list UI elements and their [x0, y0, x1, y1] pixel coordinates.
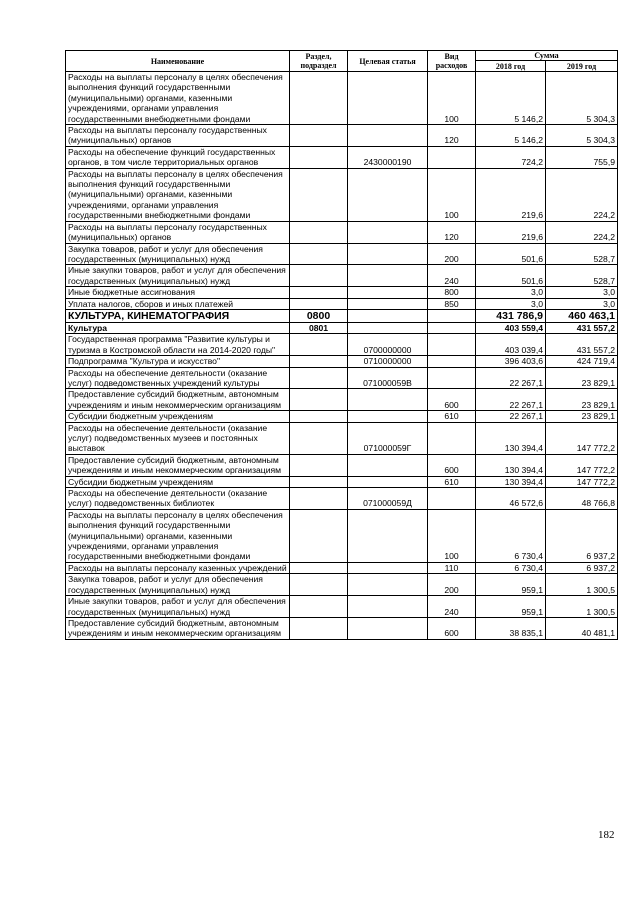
- cell-sum-2019: 147 772,2: [546, 476, 618, 487]
- cell-name: Закупка товаров, работ и услуг для обеспечения государственных (муниципальных) нужд: [66, 243, 290, 265]
- cell-target: 0700000000: [348, 334, 428, 356]
- cell-name: Закупка товаров, работ и услуг для обеспечения государственных (муниципальных) нужд: [66, 574, 290, 596]
- cell-target: [348, 168, 428, 221]
- table-row: [66, 411, 618, 422]
- table-row: [66, 356, 618, 367]
- cell-name: Иные бюджетные ассигнования: [66, 287, 290, 298]
- cell-sum-2018: 130 394,4: [476, 454, 546, 476]
- cell-sum-2019: 147 772,2: [546, 454, 618, 476]
- cell-target: [348, 476, 428, 487]
- table-row: [66, 596, 618, 618]
- cell-sum-2019: 224,2: [546, 168, 618, 221]
- cell-type: [428, 356, 476, 367]
- cell-sum-2018: 501,6: [476, 243, 546, 265]
- cell-type: [428, 322, 476, 333]
- cell-type: 100: [428, 509, 476, 562]
- cell-name: Предоставление субсидий бюджетным, автономным учреждениям и иным некоммерческим организациям: [66, 617, 290, 639]
- header-year-2018: 2018 год: [476, 61, 546, 72]
- cell-sum-2019: 1 300,5: [546, 596, 618, 618]
- table-row: [66, 146, 618, 168]
- cell-type: [428, 309, 476, 322]
- cell-type: 610: [428, 411, 476, 422]
- cell-type: 800: [428, 287, 476, 298]
- cell-sum-2019: 528,7: [546, 265, 618, 287]
- table-row: [66, 389, 618, 411]
- cell-name: Расходы на выплаты персоналу в целях обеспечения выполнения функций государственными (муниципальными) органами, казенными учреждениями, органами управления государственными внебюджетными фондами: [66, 168, 290, 221]
- cell-sum-2018: 219,6: [476, 168, 546, 221]
- table-row: [66, 72, 618, 125]
- cell-target: [348, 389, 428, 411]
- cell-section: [290, 298, 348, 309]
- cell-section: [290, 454, 348, 476]
- cell-sum-2018: 431 786,9: [476, 309, 546, 322]
- cell-name: Расходы на обеспечение деятельности (оказание услуг) подведомственных музеев и постоянных выставок: [66, 422, 290, 454]
- cell-sum-2019: 3,0: [546, 298, 618, 309]
- cell-sum-2019: 460 463,1: [546, 309, 618, 322]
- cell-type: 600: [428, 389, 476, 411]
- cell-type: [428, 367, 476, 389]
- cell-sum-2019: 147 772,2: [546, 422, 618, 454]
- cell-target: [348, 265, 428, 287]
- cell-name: КУЛЬТУРА, КИНЕМАТОГРАФИЯ: [66, 309, 290, 322]
- cell-name: Предоставление субсидий бюджетным, автономным учреждениям и иным некоммерческим организациям: [66, 389, 290, 411]
- cell-section: [290, 411, 348, 422]
- cell-sum-2018: 5 146,2: [476, 72, 546, 125]
- cell-section: [290, 72, 348, 125]
- cell-type: 600: [428, 617, 476, 639]
- table-row: [66, 265, 618, 287]
- cell-name: Расходы на выплаты персоналу государственных (муниципальных) органов: [66, 125, 290, 147]
- cell-target: [348, 125, 428, 147]
- cell-section: [290, 389, 348, 411]
- cell-sum-2019: 424 719,4: [546, 356, 618, 367]
- table-row: [66, 221, 618, 243]
- cell-target: [348, 72, 428, 125]
- cell-name: Иные закупки товаров, работ и услуг для обеспечения государственных (муниципальных) нужд: [66, 596, 290, 618]
- table-row: [66, 322, 618, 333]
- cell-sum-2018: 22 267,1: [476, 411, 546, 422]
- table-row: [66, 309, 618, 322]
- cell-section: [290, 422, 348, 454]
- cell-sum-2018: 46 572,6: [476, 488, 546, 510]
- page-number: 182: [598, 829, 615, 841]
- cell-target: [348, 411, 428, 422]
- cell-sum-2018: 403 039,4: [476, 334, 546, 356]
- table-row: [66, 574, 618, 596]
- header-sum: Сумма: [476, 51, 618, 61]
- cell-section: [290, 356, 348, 367]
- cell-name: Расходы на обеспечение деятельности (оказание услуг) подведомственных учреждений культуры: [66, 367, 290, 389]
- header-name: Наименование: [66, 51, 290, 72]
- table-row: [66, 298, 618, 309]
- table-row: [66, 509, 618, 562]
- cell-type: [428, 334, 476, 356]
- cell-section: [290, 509, 348, 562]
- cell-target: 071000059Д: [348, 488, 428, 510]
- cell-sum-2019: 6 937,2: [546, 562, 618, 573]
- cell-sum-2019: 48 766,8: [546, 488, 618, 510]
- cell-sum-2018: 3,0: [476, 287, 546, 298]
- cell-type: 120: [428, 125, 476, 147]
- cell-name: Расходы на выплаты персоналу казенных учреждений: [66, 562, 290, 573]
- table-row: [66, 168, 618, 221]
- cell-type: 100: [428, 72, 476, 125]
- cell-section: [290, 221, 348, 243]
- cell-target: [348, 309, 428, 322]
- cell-section: 0800: [290, 309, 348, 322]
- cell-sum-2018: 5 146,2: [476, 125, 546, 147]
- cell-type: [428, 146, 476, 168]
- cell-type: 120: [428, 221, 476, 243]
- header-type: Вид расходов: [428, 51, 476, 72]
- header-section: Раздел, подраздел: [290, 51, 348, 72]
- cell-section: [290, 146, 348, 168]
- cell-sum-2019: 23 829,1: [546, 389, 618, 411]
- cell-target: 0710000000: [348, 356, 428, 367]
- table-row: [66, 422, 618, 454]
- cell-sum-2018: 22 267,1: [476, 367, 546, 389]
- cell-sum-2018: 959,1: [476, 574, 546, 596]
- cell-section: [290, 168, 348, 221]
- cell-type: 600: [428, 454, 476, 476]
- cell-target: [348, 298, 428, 309]
- cell-sum-2019: 431 557,2: [546, 334, 618, 356]
- header-target: Целевая статья: [348, 51, 428, 72]
- cell-sum-2019: 23 829,1: [546, 411, 618, 422]
- cell-target: [348, 287, 428, 298]
- cell-sum-2019: 528,7: [546, 243, 618, 265]
- cell-type: 240: [428, 265, 476, 287]
- cell-sum-2018: 501,6: [476, 265, 546, 287]
- cell-sum-2018: 396 403,6: [476, 356, 546, 367]
- table-row: [66, 562, 618, 573]
- cell-type: 240: [428, 596, 476, 618]
- table-row: [66, 476, 618, 487]
- cell-type: 110: [428, 562, 476, 573]
- header-year-2019: 2019 год: [546, 61, 618, 72]
- cell-sum-2018: 38 835,1: [476, 617, 546, 639]
- table-row: [66, 454, 618, 476]
- cell-name: Подпрограмма "Культура и искусство": [66, 356, 290, 367]
- cell-sum-2019: 431 557,2: [546, 322, 618, 333]
- budget-table: [65, 50, 618, 640]
- table-row: [66, 125, 618, 147]
- cell-sum-2018: 6 730,4: [476, 562, 546, 573]
- cell-type: [428, 422, 476, 454]
- table-row: [66, 243, 618, 265]
- cell-name: Государственная программа "Развитие культуры и туризма в Костромской области на 2014-2020 годы": [66, 334, 290, 356]
- cell-name: Расходы на выплаты персоналу в целях обеспечения выполнения функций государственными (муниципальными) органами, казенными учреждениями, органами управления государственными внебюджетными фондами: [66, 72, 290, 125]
- cell-name: Субсидии бюджетным учреждениям: [66, 476, 290, 487]
- cell-name: Предоставление субсидий бюджетным, автономным учреждениям и иным некоммерческим организациям: [66, 454, 290, 476]
- cell-sum-2019: 5 304,3: [546, 125, 618, 147]
- cell-sum-2019: 6 937,2: [546, 509, 618, 562]
- cell-type: 200: [428, 243, 476, 265]
- cell-target: [348, 454, 428, 476]
- cell-section: [290, 125, 348, 147]
- cell-sum-2019: 5 304,3: [546, 72, 618, 125]
- cell-target: 071000059В: [348, 367, 428, 389]
- cell-section: [290, 596, 348, 618]
- cell-type: 850: [428, 298, 476, 309]
- cell-type: 100: [428, 168, 476, 221]
- table-row: [66, 334, 618, 356]
- cell-sum-2019: 3,0: [546, 287, 618, 298]
- cell-target: [348, 617, 428, 639]
- cell-type: 610: [428, 476, 476, 487]
- cell-name: Расходы на выплаты персоналу в целях обеспечения выполнения функций государственными (муниципальными) органами, казенными учреждениями, органами управления государственными внебюджетными фондами: [66, 509, 290, 562]
- cell-section: [290, 367, 348, 389]
- cell-section: [290, 574, 348, 596]
- cell-target: 2430000190: [348, 146, 428, 168]
- cell-name: Расходы на выплаты персоналу государственных (муниципальных) органов: [66, 221, 290, 243]
- cell-target: [348, 221, 428, 243]
- cell-target: 071000059Г: [348, 422, 428, 454]
- cell-sum-2018: 959,1: [476, 596, 546, 618]
- cell-sum-2018: 130 394,4: [476, 422, 546, 454]
- cell-type: [428, 488, 476, 510]
- cell-name: Расходы на обеспечение функций государственных органов, в том числе территориальных органов: [66, 146, 290, 168]
- cell-name: Субсидии бюджетным учреждениям: [66, 411, 290, 422]
- table-row: [66, 617, 618, 639]
- cell-section: [290, 334, 348, 356]
- cell-name: Культура: [66, 322, 290, 333]
- cell-sum-2018: 403 559,4: [476, 322, 546, 333]
- cell-target: [348, 596, 428, 618]
- cell-sum-2018: 6 730,4: [476, 509, 546, 562]
- cell-target: [348, 243, 428, 265]
- cell-target: [348, 322, 428, 333]
- table-row: [66, 367, 618, 389]
- cell-sum-2019: 224,2: [546, 221, 618, 243]
- cell-name: Иные закупки товаров, работ и услуг для обеспечения государственных (муниципальных) нужд: [66, 265, 290, 287]
- cell-sum-2018: 3,0: [476, 298, 546, 309]
- cell-sum-2019: 755,9: [546, 146, 618, 168]
- cell-target: [348, 574, 428, 596]
- cell-sum-2018: 22 267,1: [476, 389, 546, 411]
- cell-section: [290, 488, 348, 510]
- cell-section: [290, 287, 348, 298]
- cell-name: Уплата налогов, сборов и иных платежей: [66, 298, 290, 309]
- cell-type: 200: [428, 574, 476, 596]
- cell-sum-2018: 724,2: [476, 146, 546, 168]
- cell-sum-2019: 1 300,5: [546, 574, 618, 596]
- cell-section: [290, 243, 348, 265]
- table-row: [66, 287, 618, 298]
- cell-sum-2018: 219,6: [476, 221, 546, 243]
- table-body: [66, 72, 618, 640]
- cell-sum-2019: 40 481,1: [546, 617, 618, 639]
- cell-name: Расходы на обеспечение деятельности (оказание услуг) подведомственных библиотек: [66, 488, 290, 510]
- cell-section: 0801: [290, 322, 348, 333]
- cell-section: [290, 617, 348, 639]
- cell-section: [290, 265, 348, 287]
- cell-sum-2018: 130 394,4: [476, 476, 546, 487]
- cell-section: [290, 562, 348, 573]
- cell-target: [348, 509, 428, 562]
- cell-section: [290, 476, 348, 487]
- cell-target: [348, 562, 428, 573]
- header-row: [66, 51, 618, 61]
- table-row: [66, 488, 618, 510]
- cell-sum-2019: 23 829,1: [546, 367, 618, 389]
